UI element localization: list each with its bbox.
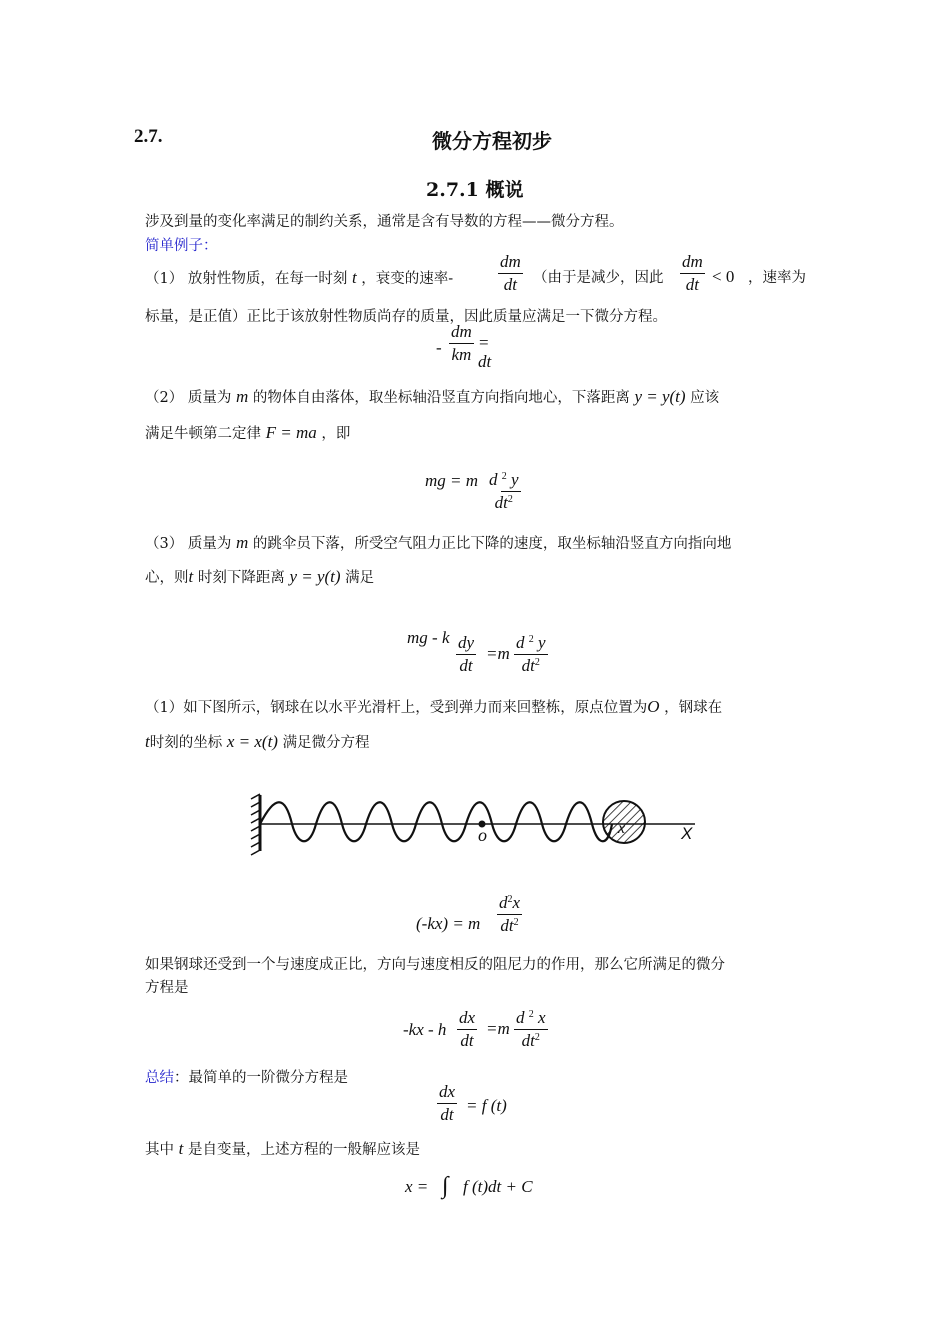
damping-eq-d2: dt	[521, 1031, 535, 1050]
ex3-line2-b: 时刻下降距离	[197, 570, 285, 586]
ex1-lt-zero: < 0	[712, 267, 735, 286]
ex4-eq-num-x: x	[512, 893, 521, 912]
ex1-eq-equals: =	[479, 333, 489, 352]
ex1-sign-num: dm	[682, 252, 703, 271]
ex4-line2-b: 满足微分方程	[282, 735, 370, 751]
ex2-eq-num-d: d	[489, 470, 498, 489]
ex3-eq-n2-d: d	[516, 633, 525, 652]
figure-label-x: x	[618, 820, 626, 837]
ex4-var-O: O	[647, 697, 660, 716]
ex2-eq-den: dt	[494, 493, 508, 512]
ex1-eq-right: dt	[478, 352, 492, 371]
ex3-line2-c: 满足	[345, 570, 375, 586]
damping-eq-n1: dx	[459, 1008, 476, 1027]
damping-line1: 如果钢球还受到一个与速度成正比，方向与速度相反的阻尼力的作用，那么它所满足的微分	[145, 957, 725, 973]
ex2-eq-F: F = ma	[265, 423, 317, 442]
summary-line2-a: 其中	[145, 1142, 174, 1158]
summary-line2-b: 是自变量，上述方程的一般解应该是	[187, 1142, 420, 1158]
ex1-var-t: t	[351, 268, 357, 287]
damping-eq-eq-m: =m	[486, 1019, 510, 1038]
ex4-line2	[145, 732, 370, 753]
ex4-eq-den: dt	[500, 916, 514, 935]
ex4-line1	[145, 697, 722, 718]
summary-text: ：最简单的一阶微分方程是	[174, 1070, 348, 1086]
summary-label: 总结	[145, 1070, 174, 1086]
solution-right: f (t)dt + C	[463, 1177, 533, 1196]
ex1-rate-den: dt	[503, 275, 517, 294]
damping-eq-left: -kx - h	[403, 1020, 447, 1039]
ex3-line1	[145, 533, 731, 554]
figure-label-o: o	[478, 825, 487, 845]
ex1-text-c: （由于是减少，因此	[533, 270, 664, 286]
ex1-text-a: 放射性物质，在每一时刻	[187, 271, 348, 287]
ex4-eq-den-exp: 2	[513, 917, 519, 928]
ex1-sign-fraction	[680, 252, 705, 295]
ex2-line1	[145, 387, 719, 408]
ex4-line2-a: 时刻的坐标	[149, 735, 223, 751]
ex2-var-m: m	[235, 387, 249, 406]
section-number: 2.7.	[134, 126, 163, 147]
damping-eq-fraction2	[514, 1008, 548, 1051]
ex3-text-b: 的跳伞员下落，所受空气阻力正比下降的速度，取坐标轴沿竖直方向指向地	[252, 536, 732, 552]
integral-sign: ∫	[442, 1173, 449, 1199]
ex1-eq-fraction	[449, 322, 474, 365]
summary-eq-fraction	[437, 1082, 457, 1125]
ex3-line2	[145, 567, 374, 588]
ex2-marker: （2）	[145, 390, 184, 406]
ex4-eq-num-d: d	[499, 893, 508, 912]
ex3-marker: （3）	[145, 536, 184, 552]
damping-eq-fraction1	[457, 1008, 477, 1051]
ex3-eq-d1: dt	[459, 656, 473, 675]
ex1-rate-num: dm	[500, 252, 521, 271]
wall	[251, 794, 260, 855]
ex2-eq-left: mg = m	[425, 471, 479, 490]
summary-var-t: t	[178, 1139, 184, 1158]
ex3-eq-left: mg - k	[407, 628, 450, 647]
ex3-text-a: 质量为	[187, 536, 232, 552]
figure-label-X: X	[681, 824, 693, 843]
ex4-var-t: t	[145, 732, 150, 751]
summary-line2	[145, 1139, 420, 1160]
ex2-text-c: 应该	[690, 390, 720, 406]
ex1-sign-den: dt	[685, 275, 699, 294]
ex2-eq-fraction	[487, 470, 521, 513]
summary-line	[145, 1068, 348, 1088]
ex2-line2-b: ，即	[321, 426, 351, 442]
ex2-line2-a: 满足牛顿第二定律	[145, 426, 261, 442]
intro-paragraph: 涉及到量的变化率满足的制约关系，通常是含有导数的方程——微分方程。	[145, 214, 624, 230]
summary-eq-right: = f (t)	[466, 1096, 507, 1115]
ex3-line2-a: 心，则	[145, 570, 189, 586]
ex2-eq-y: y = y(t)	[634, 387, 686, 406]
ex3-eq-n2-exp: 2	[528, 634, 534, 645]
ex4-eq-left: (-kx) = m	[416, 914, 481, 933]
damping-eq-n2-x: x	[538, 1008, 546, 1027]
ex2-text-a: 质量为	[187, 390, 232, 406]
ex3-eq-n1: dy	[458, 633, 475, 652]
ex1-eq-den: km	[451, 345, 472, 364]
ex1-rate-fraction	[498, 252, 523, 295]
ex4-eq-x: x = x(t)	[226, 732, 278, 751]
ex3-var-t: t	[188, 567, 194, 586]
ex4-marker: （1）	[145, 700, 184, 716]
ex3-eq-eq-m: =m	[486, 644, 510, 663]
subsection-title: 2.7.1 概说	[426, 179, 524, 201]
ex4-text-a: 如下图所示，钢球在以水平光滑杆上，受到弹力而来回整栋，原点位置为	[183, 700, 648, 716]
ex3-eq-fraction2	[514, 633, 548, 676]
ex3-eq-d2-exp: 2	[534, 657, 540, 668]
ex1-line1	[145, 268, 453, 289]
ex1-text-d: ，速率为	[748, 270, 806, 286]
ex1-line2: 标量，是正值）正比于该放射性物质尚存的质量，因此质量应满足一下微分方程。	[145, 309, 667, 325]
summary-eq-num: dx	[439, 1082, 456, 1101]
ex3-eq-fraction1	[456, 633, 476, 676]
ex3-eq-y: y = y(t)	[289, 567, 341, 586]
ex2-text-b: 的物体自由落体，取坐标轴沿竖直方向指向地心，下落距离	[252, 390, 630, 406]
damping-eq-n2-d: d	[516, 1008, 525, 1027]
damping-line2: 方程是	[145, 980, 189, 996]
ex3-eq-n2-y: y	[538, 633, 546, 652]
damping-eq-d2-exp: 2	[534, 1032, 540, 1043]
damping-eq-d1: dt	[460, 1031, 474, 1050]
ex1-marker: （1）	[145, 271, 184, 287]
ex3-var-m: m	[235, 533, 249, 552]
ex2-eq-num-y: y	[511, 470, 519, 489]
spring	[260, 802, 612, 841]
ex1-text-b: ，衰变的速率-	[361, 271, 454, 287]
ex1-eq-num: dm	[451, 322, 472, 341]
ex4-eq-num-exp: 2	[507, 894, 513, 905]
spring-ball-figure	[240, 785, 710, 860]
ex4-text-b: ，钢球在	[664, 700, 723, 716]
ex3-eq-d2: dt	[521, 656, 535, 675]
damping-eq-n2-exp: 2	[528, 1009, 534, 1020]
ex4-eq-fraction	[497, 893, 522, 936]
section-title: 微分方程初步	[432, 129, 552, 153]
examples-label: 简单例子：	[145, 238, 218, 254]
ex2-eq-num-exp: 2	[501, 471, 507, 482]
ex2-eq-den-exp: 2	[507, 494, 513, 505]
summary-eq-den: dt	[440, 1105, 454, 1124]
ex2-line2	[145, 423, 350, 444]
ex1-eq-minus: -	[436, 338, 442, 357]
solution-left: x =	[405, 1177, 429, 1196]
